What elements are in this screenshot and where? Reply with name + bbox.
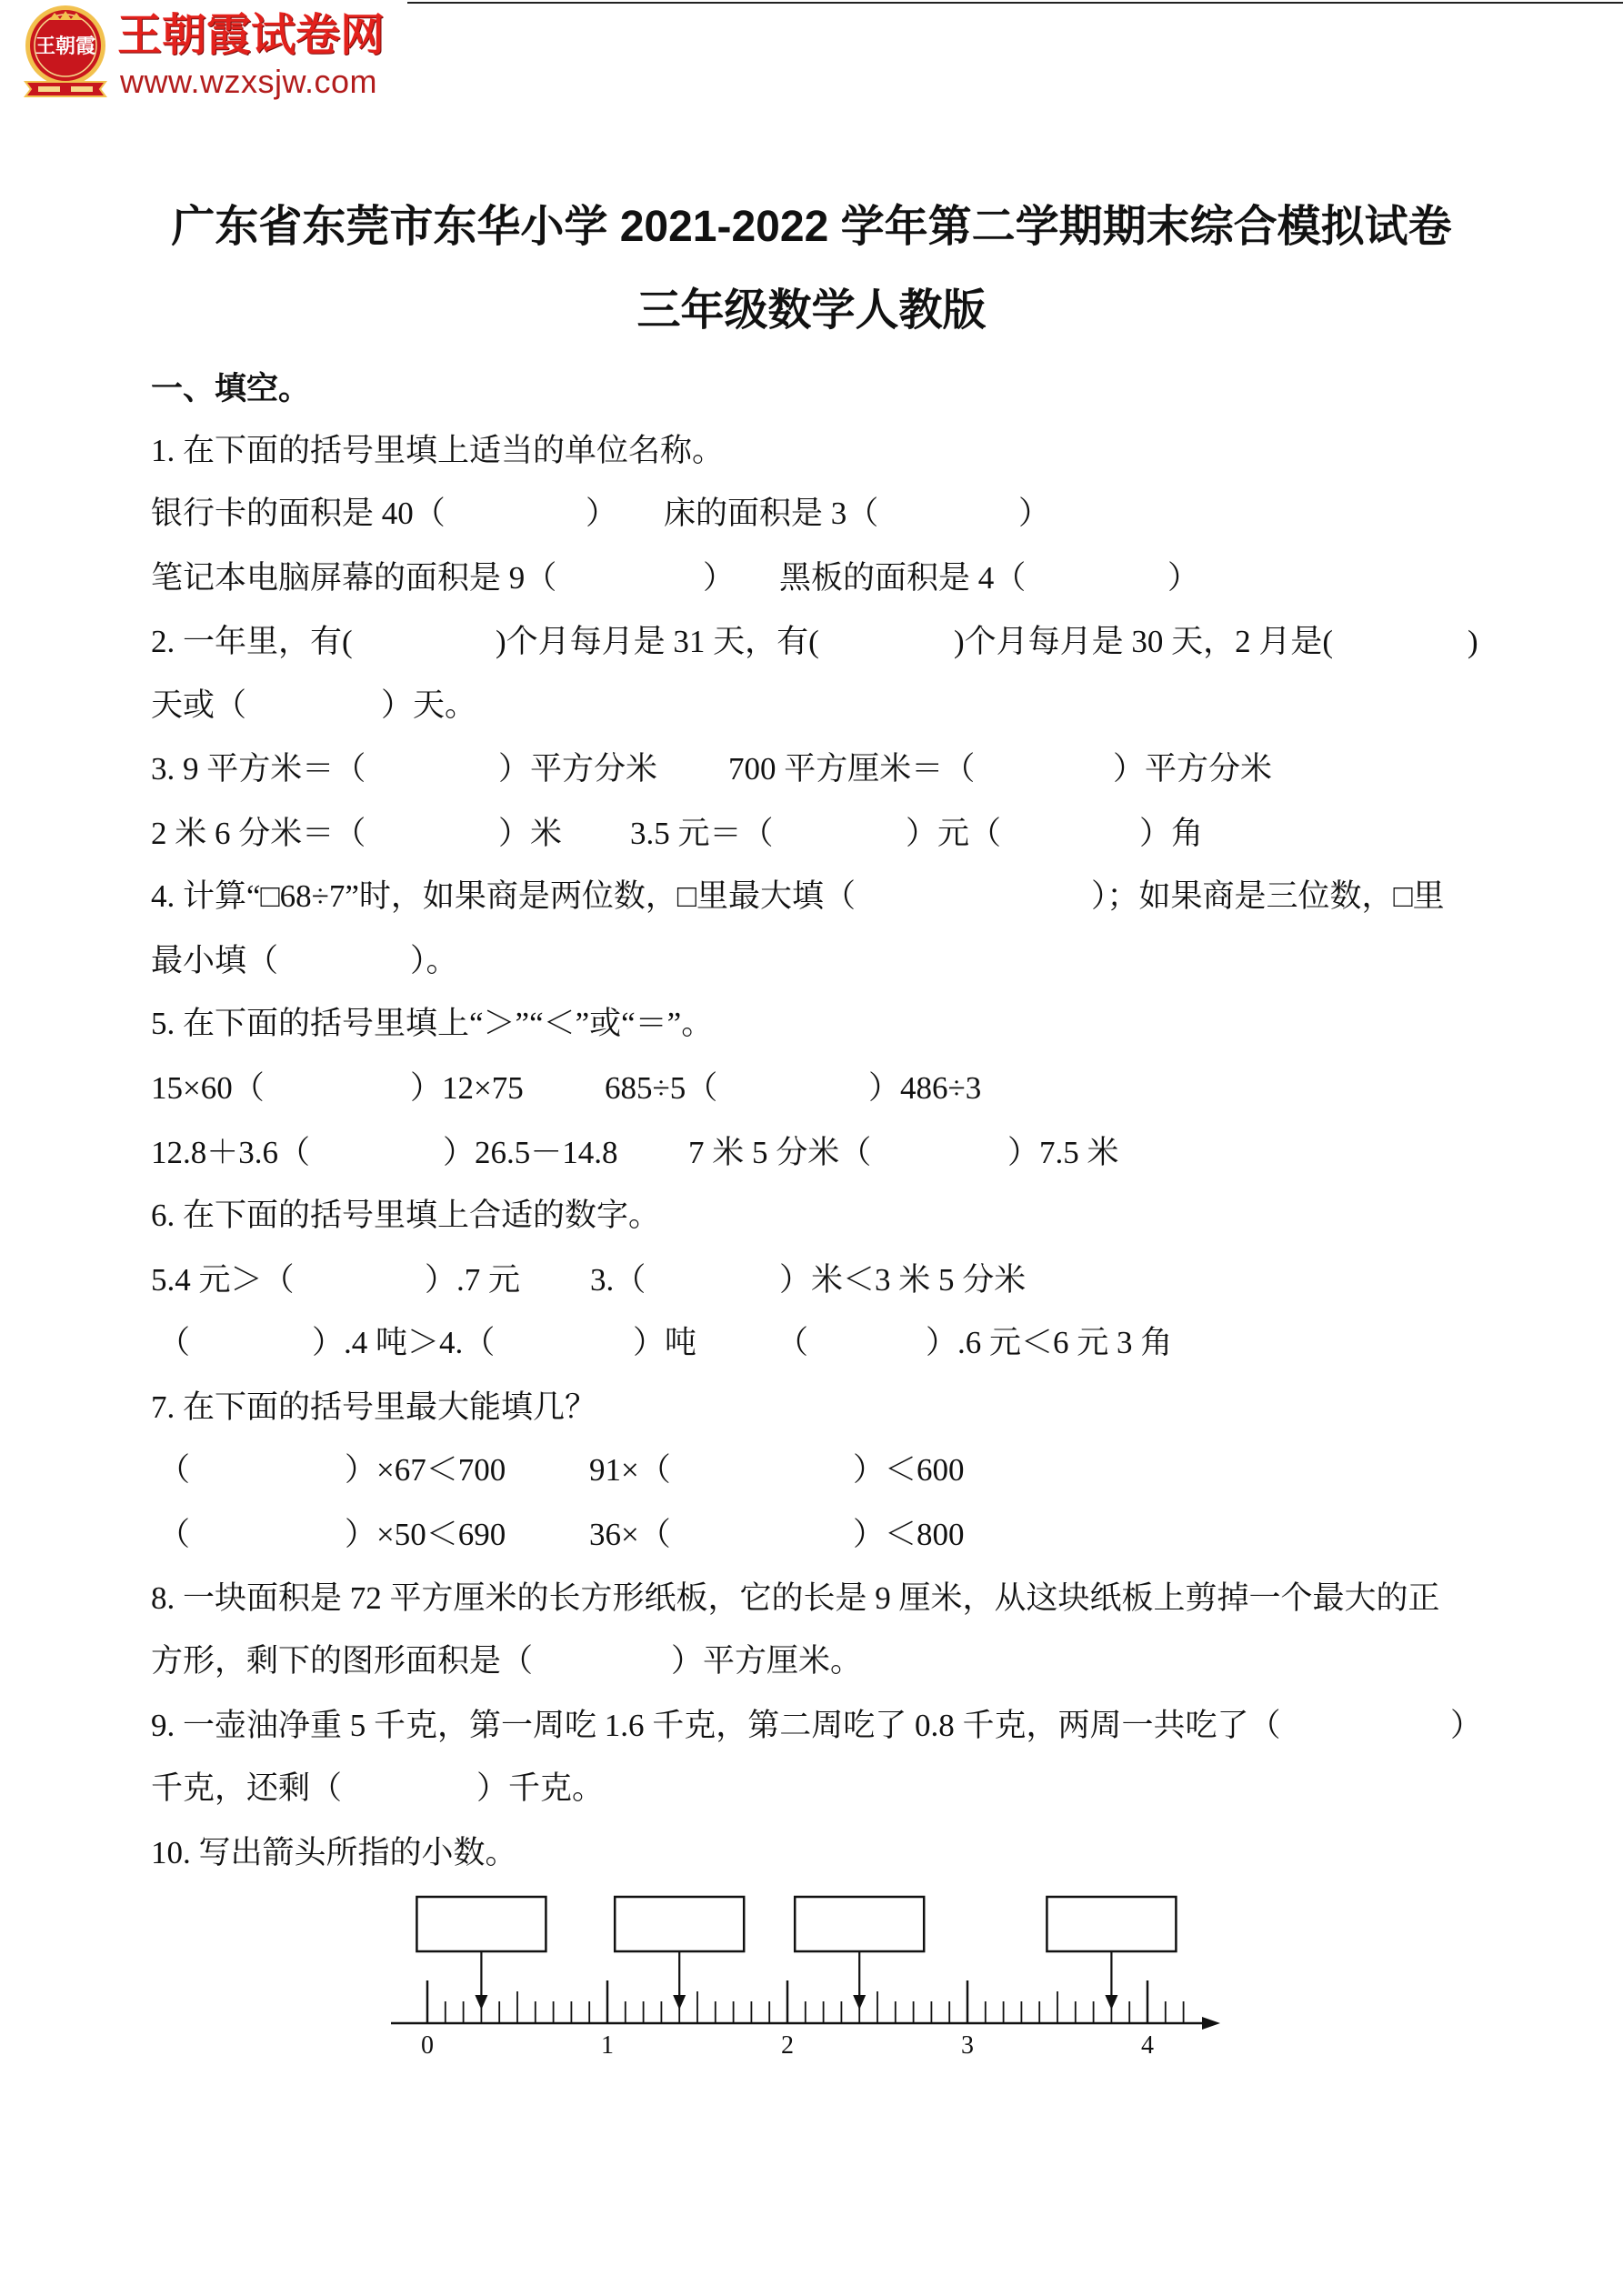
question-text: ） xyxy=(586,496,618,531)
site-logo xyxy=(22,4,113,102)
logo-emblem-icon xyxy=(22,4,113,102)
question-text: 千克，还剩（ xyxy=(151,1770,343,1806)
question-text: ）12×75 xyxy=(410,1070,524,1106)
answer-box xyxy=(1047,1897,1176,1951)
q5-row1 xyxy=(0,1066,1623,1111)
q9-row1 xyxy=(0,1703,1623,1749)
q9-row2 xyxy=(0,1766,1623,1811)
q2-row2 xyxy=(0,683,1623,728)
question-text: 银行卡的面积是 40（ xyxy=(151,496,446,531)
q1-row2 xyxy=(0,556,1623,601)
question-text: （ xyxy=(776,1325,809,1360)
question-text: ）米＜3 米 5 分米 xyxy=(779,1262,1027,1298)
tick-label: 0 xyxy=(421,2031,434,2060)
question-text: （ xyxy=(158,1325,191,1360)
question-text: ）26.5－14.8 xyxy=(443,1135,618,1170)
pointer-arrow-head xyxy=(475,1995,487,2010)
question-text: ）486÷3 xyxy=(868,1070,982,1106)
question-text: 700 平方厘米＝（ xyxy=(728,751,976,787)
answer-box xyxy=(416,1897,546,1951)
q6-row2 xyxy=(0,1320,1623,1366)
question-text: 15×60（ xyxy=(151,1070,265,1106)
question-text: ） xyxy=(703,560,736,596)
exam-subtitle: 三年级数学人教版 xyxy=(636,286,987,335)
question-stem: 6. 在下面的括号里填上合适的数字。 xyxy=(151,1198,661,1233)
question-text: ）吨 xyxy=(633,1325,697,1360)
question-text: 12.8＋3.6（ xyxy=(151,1135,311,1170)
site-url: www.wzxsjw.com xyxy=(120,63,378,100)
question-text: ） xyxy=(1018,496,1051,531)
question-text: 91×（ xyxy=(589,1452,671,1488)
question-text: 3.（ xyxy=(590,1262,646,1298)
question-text: ）7.5 米 xyxy=(1007,1135,1119,1170)
number-line-arrowhead xyxy=(1202,2017,1220,2030)
question-text: 3.5 元＝（ xyxy=(630,816,774,851)
question-text: ）天。 xyxy=(381,687,477,723)
q7-row1 xyxy=(0,1448,1623,1493)
question-text: )个月每月是 30 天，2 月是( xyxy=(954,624,1334,659)
q1-stem-line xyxy=(0,428,1623,474)
tick-label: 3 xyxy=(961,2031,974,2060)
question-text: 黑板的面积是 4（ xyxy=(779,560,1027,596)
question-text: 685÷5（ xyxy=(605,1070,718,1106)
q4-row1 xyxy=(0,874,1623,919)
q3-row2 xyxy=(0,811,1623,857)
question-text: ） xyxy=(1450,1708,1483,1743)
question-text: ）米 xyxy=(498,816,563,851)
q5-row2 xyxy=(0,1130,1623,1176)
tick-label: 2 xyxy=(781,2031,794,2060)
q8-row2 xyxy=(0,1639,1623,1684)
question-text: ）＜800 xyxy=(853,1517,965,1552)
question-text: ）＜600 xyxy=(853,1452,965,1488)
question-text: ）平方分米 xyxy=(1113,751,1273,787)
question-text: ）.4 吨＞4.（ xyxy=(312,1325,496,1360)
q8-row1 xyxy=(0,1576,1623,1621)
question-text: ）平方厘米。 xyxy=(671,1643,863,1679)
question-stem: 10. 写出箭头所指的小数。 xyxy=(151,1835,517,1870)
section-heading: 一、填空。 xyxy=(151,371,311,406)
answer-box xyxy=(615,1897,744,1951)
question-text: 36×（ xyxy=(589,1517,671,1552)
question-stem: 7. 在下面的括号里最大能填几？ xyxy=(151,1389,597,1425)
tick-label: 1 xyxy=(601,2031,614,2060)
site-name: 王朝霞试卷网 xyxy=(117,11,386,60)
q1-row1 xyxy=(0,491,1623,536)
question-text: ） xyxy=(1167,560,1200,596)
question-text: 床的面积是 3（ xyxy=(664,496,879,531)
question-text: ）角 xyxy=(1139,816,1204,851)
q2-row1 xyxy=(0,619,1623,665)
question-text: 笔记本电脑屏幕的面积是 9（ xyxy=(151,560,557,596)
question-text: ）千克。 xyxy=(476,1770,605,1806)
question-text: （ xyxy=(158,1452,191,1488)
question-text: )个月每月是 31 天，有( xyxy=(496,624,819,659)
question-text: ）；如果商是三位数，□里 xyxy=(1091,878,1445,914)
question-text: 4. 计算“□68÷7”时，如果商是两位数，□里最大填（ xyxy=(151,878,857,914)
pointer-arrow-head xyxy=(853,1995,866,2010)
header-rule xyxy=(407,2,1623,4)
answer-box xyxy=(795,1897,924,1951)
question-text: 天或（ xyxy=(151,687,247,723)
question-text: 3. 9 平方米＝（ xyxy=(151,751,366,787)
question-text: ）。 xyxy=(410,943,458,978)
question-text: ）×50＜690 xyxy=(345,1517,506,1552)
q7-row2 xyxy=(0,1512,1623,1558)
question-stem: 5. 在下面的括号里填上“＞”“＜”或“＝”。 xyxy=(151,1006,714,1041)
tick-label: 4 xyxy=(1141,2031,1154,2060)
question-text: ) xyxy=(1468,624,1478,659)
q7-stem-line xyxy=(0,1385,1623,1430)
q6-stem-line xyxy=(0,1193,1623,1238)
question-text: 方形，剩下的图形面积是（ xyxy=(151,1643,534,1679)
question-text: ）.7 元 xyxy=(425,1262,521,1298)
question-text: ）×67＜700 xyxy=(345,1452,506,1488)
question-text: 2 米 6 分米＝（ xyxy=(151,816,366,851)
exam-title: 广东省东莞市东华小学 2021-2022 学年第二学期期末综合模拟试卷 xyxy=(171,203,1452,251)
question-stem: 1. 在下面的括号里填上适当的单位名称。 xyxy=(151,433,725,468)
question-text: ）.6 元＜6 元 3 角 xyxy=(926,1325,1173,1360)
question-text: 最小填（ xyxy=(151,943,279,978)
q4-row2 xyxy=(0,938,1623,984)
pointer-arrow-head xyxy=(1105,1995,1117,2010)
question-text: ）平方分米 xyxy=(498,751,658,787)
question-text: 7 米 5 分米（ xyxy=(688,1135,872,1170)
question-text: ）元（ xyxy=(906,816,1002,851)
question-text: 8. 一块面积是 72 平方厘米的长方形纸板，它的长是 9 厘米，从这块纸板上剪掉一个最大的正 xyxy=(151,1580,1440,1616)
pointer-arrow-head xyxy=(673,1995,686,2010)
question-text: 9. 一壶油净重 5 千克，第一周吃 1.6 千克，第二周吃了 0.8 千克，两周一共吃了（ xyxy=(151,1708,1281,1743)
q5-stem-line xyxy=(0,1001,1623,1047)
question-text: （ xyxy=(158,1517,191,1552)
number-line-figure xyxy=(364,1882,1255,2073)
q6-row1 xyxy=(0,1258,1623,1303)
q10-stem-line xyxy=(0,1830,1623,1876)
question-text: 5.4 元＞（ xyxy=(151,1262,295,1298)
logo-emblem-text: 王朝霞 xyxy=(35,35,96,58)
q3-row1 xyxy=(0,747,1623,792)
question-text: 2. 一年里，有( xyxy=(151,624,353,659)
